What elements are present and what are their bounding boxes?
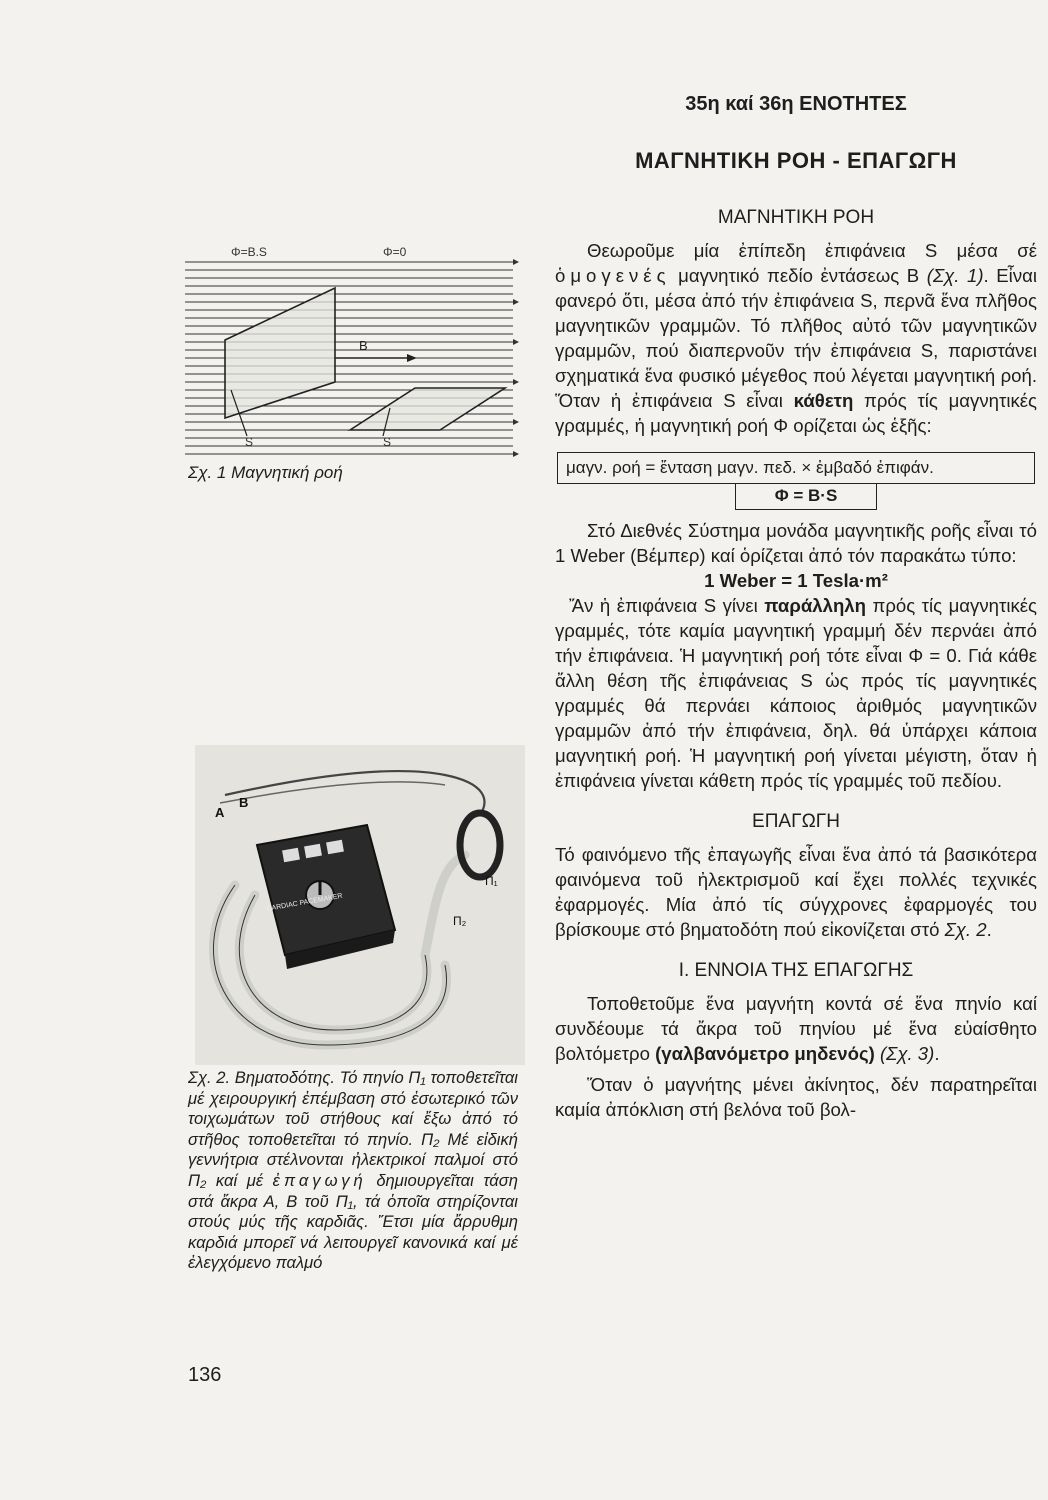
figure-ref: Σχ. 2 [944, 919, 987, 940]
figure-2-photo [195, 745, 525, 1065]
text-run: . [934, 1043, 940, 1064]
figure-1-diagram [185, 240, 525, 480]
label-b-terminal: B [239, 795, 249, 810]
label-p2: Π₂ [453, 914, 467, 928]
text-run: Τοποθετοῦμε ἕνα μαγνήτη κοντά σέ ἕνα πηνίο καί συνδέουμε τά ἄκρα τοῦ πηνίου μέ ἕνα εὐαίσθητο βολτόμετρο [555, 993, 1037, 1064]
paragraph-magnet-still: Ὅταν ὁ μαγνήτης μένει ἀκίνητος, δέν παρατηρεῖται καμία ἀπόκλιση στή βελόνα τοῦ βολ- [555, 1074, 1037, 1120]
text-run: Ἄν ἡ ἐπιφάνεια S γίνει [569, 595, 765, 616]
figure-ref: (Σχ. 1) [926, 265, 984, 286]
text-bold: (γαλβανόμετρο μηδενός) [655, 1043, 875, 1064]
surface-parallel [350, 388, 505, 430]
text-run: Τό φαινόμενο τῆς ἐπαγωγῆς εἶναι ἕνα ἀπό τά βασικότερα φαινόμενα τοῦ ἠλεκτρισμοῦ καί ἔχει πολλές τεχνικές ἐφαρμογές. Μία ἀπό τίς σύγχρονες ἐφαρμογές του βρίσκουμε στό βηματοδότη πού εἰκονίζεται στό [555, 844, 1037, 940]
formula-words-box: μαγν. ροή = ἔνταση μαγν. πεδ. × ἐμβαδό ἐπιφάν. [557, 452, 1035, 484]
formula-symbolic-box: Φ = B·S [735, 483, 877, 510]
text-run: . Εἶναι φανερό ὅτι, μέσα ἀπό τήν ἐπιφάνεια S, περνᾶ ἕνα πλῆθος μαγνητικῶν γραμμῶν. Τό πλῆθος αὐτό τῶν μαγνητικῶν γραμμῶν, πού διαπερνοῦν τήν ἐπιφάνεια S, παριστάνει σχηματικά ἕνα φυσικό μέγεθος πού λέγεται μαγνητική ροή. Ὅταν ἡ ἐπιφάνεια S εἶναι [555, 265, 1037, 411]
paragraph-si-unit: Στό Διεθνές Σύστημα μονάδα μαγνητικῆς ροῆς εἶναι τό 1 Weber (Βέμπερ) καί ὁρίζεται ἀπό τόν παρακάτω τύπο: [555, 520, 1037, 566]
text-run: . [986, 919, 992, 940]
text-bold: παράλληλη [764, 595, 867, 616]
label-s2: S [383, 435, 392, 449]
section-heading-induction: ΕΠΑΓΩΓΗ [752, 811, 840, 832]
text-bold: κάθετη [793, 390, 854, 411]
b-arrowhead [407, 354, 417, 362]
right-column [555, 205, 1037, 1122]
section-heading-concept: Ι. ΕΝΝΟΙΑ ΤΗΣ ΕΠΑΓΩΓΗΣ [678, 960, 914, 981]
paragraph-flux-intro [555, 238, 1037, 438]
text-run: πρός τίς μαγνητικές γραμμές, τότε καμία μαγνητική γραμμή δέν περνάει ἀπό τήν ἐπιφάνεια. Ἡ μαγνητική ροή τότε εἶναι Φ = 0. Γιά κάθε ἄλλη θέση τῆς ἐπιφάνειας S ὡς πρός τίς μαγνητικές γραμμές θά περνάει κάποιος ἀριθμός μαγνητικῶν γραμμῶν ἀπό τήν ἐπιφάνεια, δηλ. θά ὑπάρχει κάποια μαγνητική ροή. Ἡ μαγνητική ροή γίνεται μέγιστη, ὅταν ἡ ἐπιφάνεια γίνεται κάθετη πρός τίς γραμμές τοῦ πεδίου. [555, 595, 1037, 791]
units-heading: 35η καί 36η ΕΝΟΤΗΤΕΣ [685, 93, 907, 115]
text-run: πρός τίς μαγνητικές γραμμές, ἡ μαγνητική ροή Φ ορίζεται ὡς ἑξῆς: [555, 390, 1038, 436]
label-flux-bs: Φ=B.S [231, 245, 267, 259]
figure-ref: (Σχ. 3) [874, 1043, 935, 1064]
field-arrowheads [513, 259, 519, 457]
text-emphasis-spaced: ἐπαγωγή [272, 1170, 367, 1190]
unit-formula: 1 Weber = 1 Tesla·m² [704, 570, 888, 591]
paragraph-concept [555, 991, 1037, 1066]
text-run: δημιουργεῖται τάση στά ἄκρα Α, Β τοῦ Π₁, τά ὁποῖα στηρίζονται στούς μύς τῆς καρδιᾶς. Ἔτσι μία ἄρρυθμη καρδιά μπορεῖ νά λειτουργεῖ κανονικά καί μέ ἐλεγχόμενο παλμό [188, 1170, 518, 1273]
label-a: A [215, 805, 225, 820]
text-run: Θεωροῦμε μία ἐπίπεδη ἐπιφάνεια S μέσα σέ [587, 240, 1037, 261]
figure-2-caption [188, 1068, 518, 1274]
figure-1-caption: Σχ. 1 Μαγνητική ροή [188, 463, 343, 482]
device-label: CARDIAC PACEMAKER [266, 892, 344, 913]
text-run: Σχ. 2. Βηματοδότης. Τό πηνίο Π₁ τοποθετεῖται μέ χειρουργική ἐπέμβαση στό ἐσωτερικό τῶν τοιχωμάτων τοῦ στήθους καί ἔξω ἀπό τό στῆθος τοποθετεῖται τό πηνίο. Π₂ Μέ εἰδική γεννήτρια στέλνονται ἠλεκτρικοί παλμοί στό Π₂ καί μέ [188, 1068, 518, 1190]
section-heading-flux: ΜΑΓΝΗΤΙΚΗ ΡΟΗ [717, 207, 875, 228]
label-p1: Π₁ [485, 874, 498, 888]
label-s1: S [245, 435, 254, 449]
text-emphasis-spaced: ὁμογενές [555, 265, 671, 286]
paragraph-parallel [555, 593, 1037, 793]
text-run: μαγνητικό πεδίο ἐντάσεως B [670, 265, 927, 286]
page-title: ΜΑΓΝΗΤΙΚΗ ΡΟΗ - ΕΠΑΓΩΓΗ [635, 148, 957, 173]
page-number: 136 [188, 1364, 222, 1386]
label-flux-zero: Φ=0 [383, 245, 407, 259]
label-b: B [359, 338, 368, 353]
paragraph-induction [555, 842, 1037, 942]
